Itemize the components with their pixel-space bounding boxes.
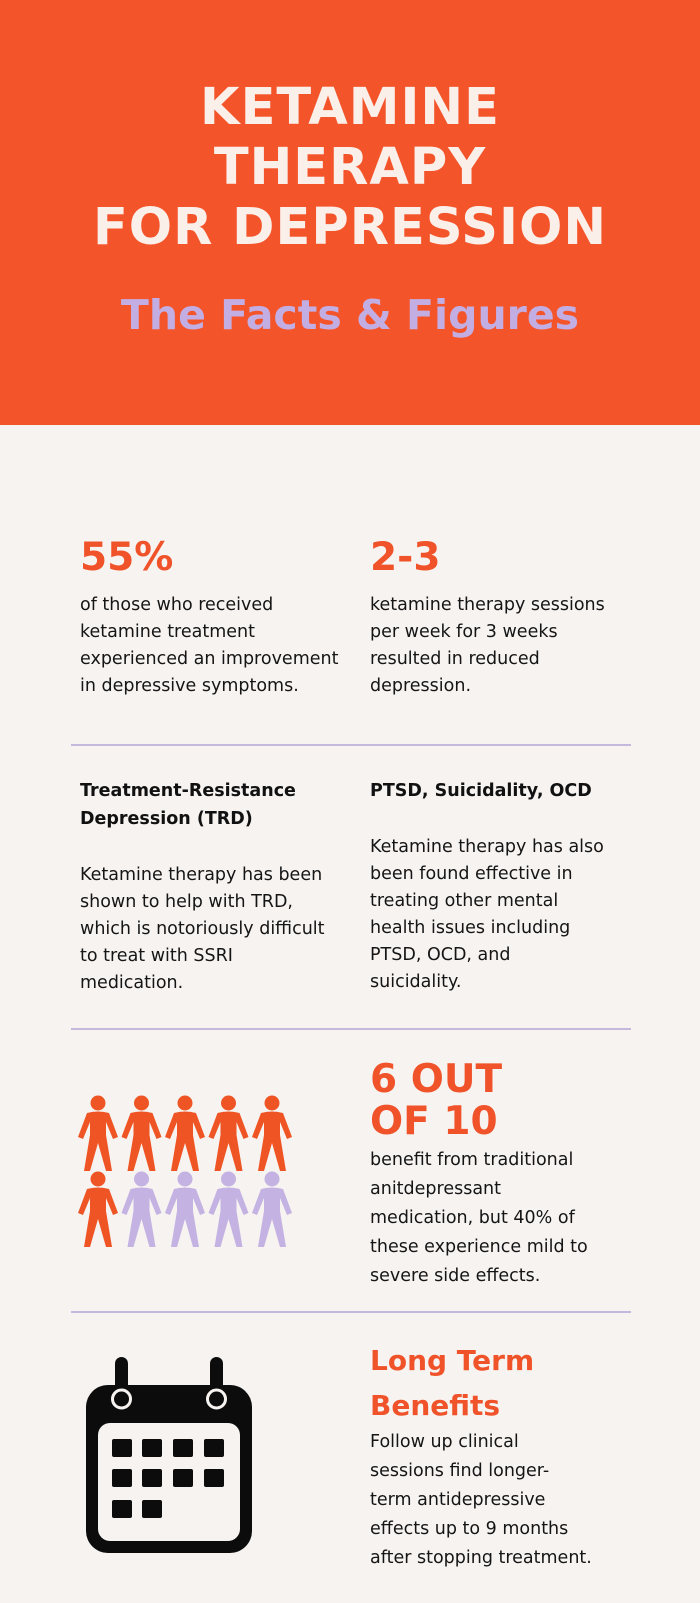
person-icon: [252, 1172, 292, 1248]
page-title: [0, 78, 700, 258]
trd-heading: [80, 777, 360, 833]
section-divider: [71, 1311, 631, 1313]
text-line: term antidepressive: [370, 1490, 546, 1510]
text-line: medication, but 40% of: [370, 1208, 575, 1228]
header-banner: [0, 0, 700, 425]
text-line: been found effective in: [370, 864, 573, 884]
stat-percentage-description: [80, 592, 370, 700]
person-icon: [165, 1172, 205, 1248]
ptsd-description: [370, 834, 640, 996]
text-line: medication.: [80, 973, 184, 993]
text-line: resulted in reduced: [370, 649, 540, 669]
text-line: sessions find longer-: [370, 1461, 550, 1481]
ratio-stat: [370, 1059, 502, 1143]
trd-description: [80, 862, 365, 997]
text-line: per week for 3 weeks: [370, 622, 558, 642]
heading-line: Depression (TRD): [80, 809, 253, 829]
text-line: treating other mental: [370, 891, 559, 911]
text-line: ketamine treatment: [80, 622, 255, 642]
person-icon: [165, 1096, 205, 1172]
text-line: effects up to 9 months: [370, 1519, 569, 1539]
stat-sessions: 2-3: [370, 535, 441, 580]
text-line: after stopping treatment.: [370, 1548, 592, 1568]
text-line: to treat with SSRI: [80, 946, 233, 966]
person-icon: [78, 1096, 118, 1172]
long-term-description: [370, 1428, 650, 1573]
title-line: KETAMINE: [200, 78, 500, 137]
text-line: in depressive symptoms.: [80, 676, 299, 696]
text-line: Ketamine therapy has also: [370, 837, 604, 857]
text-line: PTSD, OCD, and: [370, 945, 511, 965]
stat-percentage: 55%: [80, 535, 174, 580]
person-icon: [209, 1172, 249, 1248]
text-line: benefit from traditional: [370, 1150, 574, 1170]
ratio-line: OF 10: [370, 1099, 498, 1144]
person-icon: [78, 1172, 118, 1248]
ptsd-heading: PTSD, Suicidality, OCD: [370, 781, 592, 801]
people-ratio-graphic: [78, 1095, 296, 1250]
calendar-icon: [80, 1355, 258, 1560]
person-icon: [122, 1096, 162, 1172]
text-line: health issues including: [370, 918, 571, 938]
text-line: Follow up clinical: [370, 1432, 519, 1452]
text-line: these experience mild to: [370, 1237, 588, 1257]
person-icon: [252, 1096, 292, 1172]
text-line: severe side effects.: [370, 1266, 541, 1286]
heading-line: Long Term: [370, 1344, 535, 1377]
text-line: suicidality.: [370, 972, 462, 992]
text-line: Ketamine therapy has been: [80, 865, 323, 885]
heading-line: Benefits: [370, 1389, 501, 1422]
text-line: ketamine therapy sessions: [370, 595, 605, 615]
section-divider: [71, 1028, 631, 1030]
text-line: shown to help with TRD,: [80, 892, 293, 912]
heading-line: Treatment-Resistance: [80, 781, 296, 801]
text-line: depression.: [370, 676, 472, 696]
ratio-description: [370, 1146, 640, 1291]
page-subtitle: The Facts & Figures: [120, 291, 580, 339]
title-line: THERAPY: [213, 138, 487, 197]
text-line: which is notoriously difficult: [80, 919, 325, 939]
person-icon: [122, 1172, 162, 1248]
text-line: experienced an improvement: [80, 649, 339, 669]
ratio-line: 6 OUT: [370, 1057, 503, 1102]
long-term-heading: [370, 1338, 534, 1428]
stat-sessions-description: [370, 592, 640, 700]
text-line: anitdepressant: [370, 1179, 502, 1199]
text-line: of those who received: [80, 595, 274, 615]
person-icon: [209, 1096, 249, 1172]
title-line: FOR DEPRESSION: [92, 198, 608, 257]
section-divider: [71, 744, 631, 746]
